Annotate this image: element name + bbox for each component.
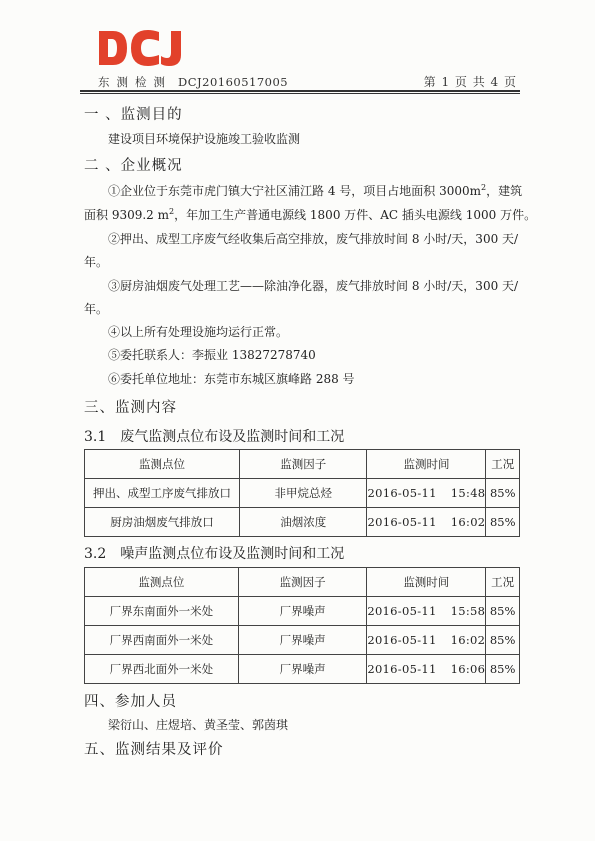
- col-header-factor: 监测因子: [239, 450, 367, 479]
- cell-time: 2016-05-11 16:02: [367, 508, 486, 537]
- section-2-title: 二 、企业概况: [84, 158, 183, 174]
- col-header-factor: 监测因子: [238, 568, 366, 597]
- cell-load: 85%: [486, 508, 520, 537]
- col-header-time: 监测时间: [367, 450, 486, 479]
- col-header-point: 监测点位: [85, 450, 240, 479]
- section-1-title: 一 、监测目的: [84, 107, 183, 123]
- cell-point: 厂界西北面外一米处: [85, 655, 239, 684]
- header-org: 东测检测: [98, 75, 172, 89]
- cell-load: 85%: [486, 597, 520, 626]
- cell-load: 85%: [486, 479, 520, 508]
- section-3-title: 三、监测内容: [84, 400, 177, 416]
- item-1-line-1: ①企业位于东莞市虎门镇大宁社区浦江路 4 号，项目占地面积 $3000m^2$，建筑: [108, 183, 523, 198]
- item-1-line-2: 面积 9309.2 $m^2$，年加工生产普通电源线 1800 万件、AC 插头电源线 1000 万件。: [84, 207, 537, 222]
- table-header-row: [85, 568, 520, 597]
- header-rule: [80, 90, 520, 92]
- cell-time: 2016-05-11 16:02: [367, 626, 486, 655]
- section-4-title: 四、参加人员: [84, 694, 177, 710]
- item-3-line-2: 年。: [84, 302, 109, 316]
- cell-load: 85%: [486, 655, 520, 684]
- header-page-info: 第 1 页 共 4 页: [423, 75, 517, 89]
- section-5-title: 五、监测结果及评价: [84, 742, 224, 758]
- section-1-body: 建设项目环境保护设施竣工验收监测: [108, 132, 301, 146]
- cell-factor: 油烟浓度: [239, 508, 367, 537]
- item-6: ⑥委托单位地址：东莞市东城区旗峰路 288 号: [108, 372, 355, 386]
- cell-point: 押出、成型工序废气排放口: [85, 479, 240, 508]
- col-header-time: 监测时间: [367, 568, 486, 597]
- cell-load: 85%: [486, 626, 520, 655]
- cell-point: 厂界西南面外一米处: [85, 626, 239, 655]
- cell-point: 厂界东南面外一米处: [85, 597, 239, 626]
- dcj-logo: [97, 28, 187, 68]
- cell-point: 厨房油烟废气排放口: [85, 508, 240, 537]
- item-5: ⑤委托联系人：李振业 13827278740: [108, 348, 316, 362]
- col-header-point: 监测点位: [85, 568, 239, 597]
- item-3-line-1: ③厨房油烟废气处理工艺——除油净化器，废气排放时间 8 小时/天，300 天/: [108, 279, 519, 293]
- subsection-3-1-title: 3.1 废气监测点位布设及监测时间和工况: [84, 429, 345, 445]
- header-doc-number: DCJ20160517005: [178, 75, 289, 89]
- table-row: [85, 626, 520, 655]
- cell-factor: 厂界噪声: [238, 626, 366, 655]
- cell-factor: 非甲烷总烃: [239, 479, 367, 508]
- col-header-load: 工况: [486, 568, 520, 597]
- col-header-load: 工况: [486, 450, 520, 479]
- subsection-3-2-title: 3.2 噪声监测点位布设及监测时间和工况: [84, 546, 345, 562]
- header-rule-thin: [80, 93, 520, 94]
- table-header-row: [85, 450, 520, 479]
- noise-monitoring-table: [84, 567, 520, 684]
- exhaust-monitoring-table: [84, 449, 520, 537]
- cell-time: 2016-05-11 15:58: [367, 597, 486, 626]
- cell-factor: 厂界噪声: [238, 597, 366, 626]
- table-row: [85, 655, 520, 684]
- cell-factor: 厂界噪声: [238, 655, 366, 684]
- item-4: ④以上所有处理设施均运行正常。: [108, 325, 289, 339]
- cell-time: 2016-05-11 16:06: [367, 655, 486, 684]
- table-row: [85, 479, 520, 508]
- table-row: [85, 597, 520, 626]
- cell-time: 2016-05-11 15:48: [367, 479, 486, 508]
- item-2-line-1: ②押出、成型工序废气经收集后高空排放，废气排放时间 8 小时/天，300 天/: [108, 232, 519, 246]
- item-2-line-2: 年。: [84, 255, 109, 269]
- section-4-body: 梁衍山、庄煜培、黄圣莹、郭茵琪: [108, 718, 289, 732]
- table-row: [85, 508, 520, 537]
- header-org-docno: [98, 74, 288, 90]
